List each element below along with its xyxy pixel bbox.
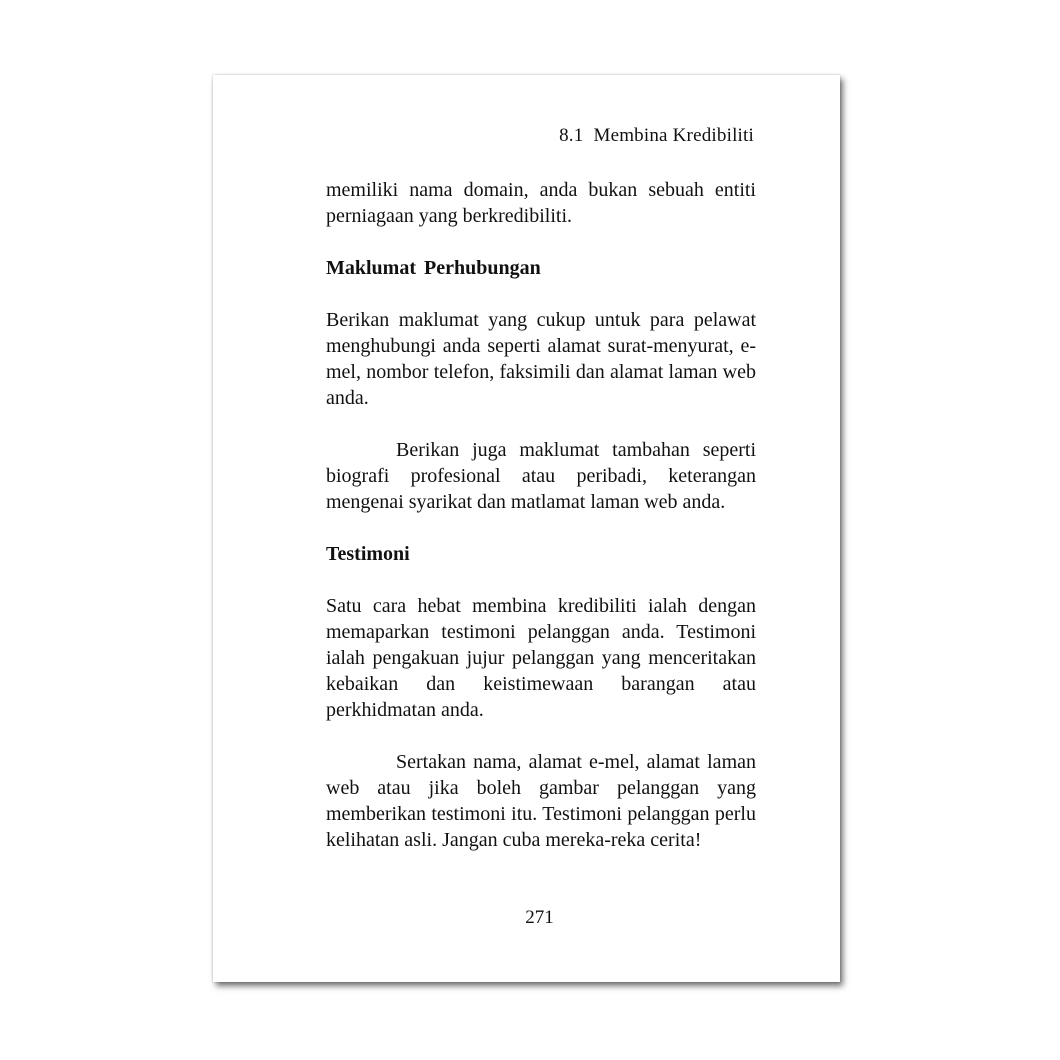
book-page — [213, 75, 840, 982]
body-text — [326, 177, 756, 879]
paragraph-additional-info: Berikan juga maklumat tambahan seperti biografi profesional atau peribadi, keterangan mengenai syarikat dan matlamat laman web anda. — [326, 439, 756, 513]
heading-testimonials: Testimoni — [326, 543, 410, 565]
paragraph-testimonials: Satu cara hebat membina kredibiliti ialah dengan memaparkan testimoni pelanggan anda. Testimoni ialah pengakuan jujur pelanggan yang menceritakan kebaikan dan keistimewaan barangan atau perkhidmatan anda. — [326, 595, 756, 721]
paragraph-testimonial-details: Sertakan nama, alamat e-mel, alamat laman web atau jika boleh gambar pelanggan yang memberikan testimoni itu. Testimoni pelanggan perlu kelihatan asli. Jangan cuba mereka-reka cerita! — [326, 751, 756, 851]
section-number: 8.1 — [559, 125, 584, 146]
section-title: Membina Kredibiliti — [593, 125, 754, 146]
paragraph-contact-info: Berikan maklumat yang cukup untuk para pelawat menghubungi anda seperti alamat surat-menyurat, e-mel, nombor telefon, faksimili dan alamat laman web anda. — [326, 309, 756, 409]
page-number: 271 — [525, 907, 554, 928]
paragraph-continuation: memiliki nama domain, anda bukan sebuah entiti perniagaan yang berkredibiliti. — [326, 179, 756, 227]
running-head — [559, 125, 754, 147]
heading-contact-info: Maklumat Perhubungan — [326, 257, 541, 279]
